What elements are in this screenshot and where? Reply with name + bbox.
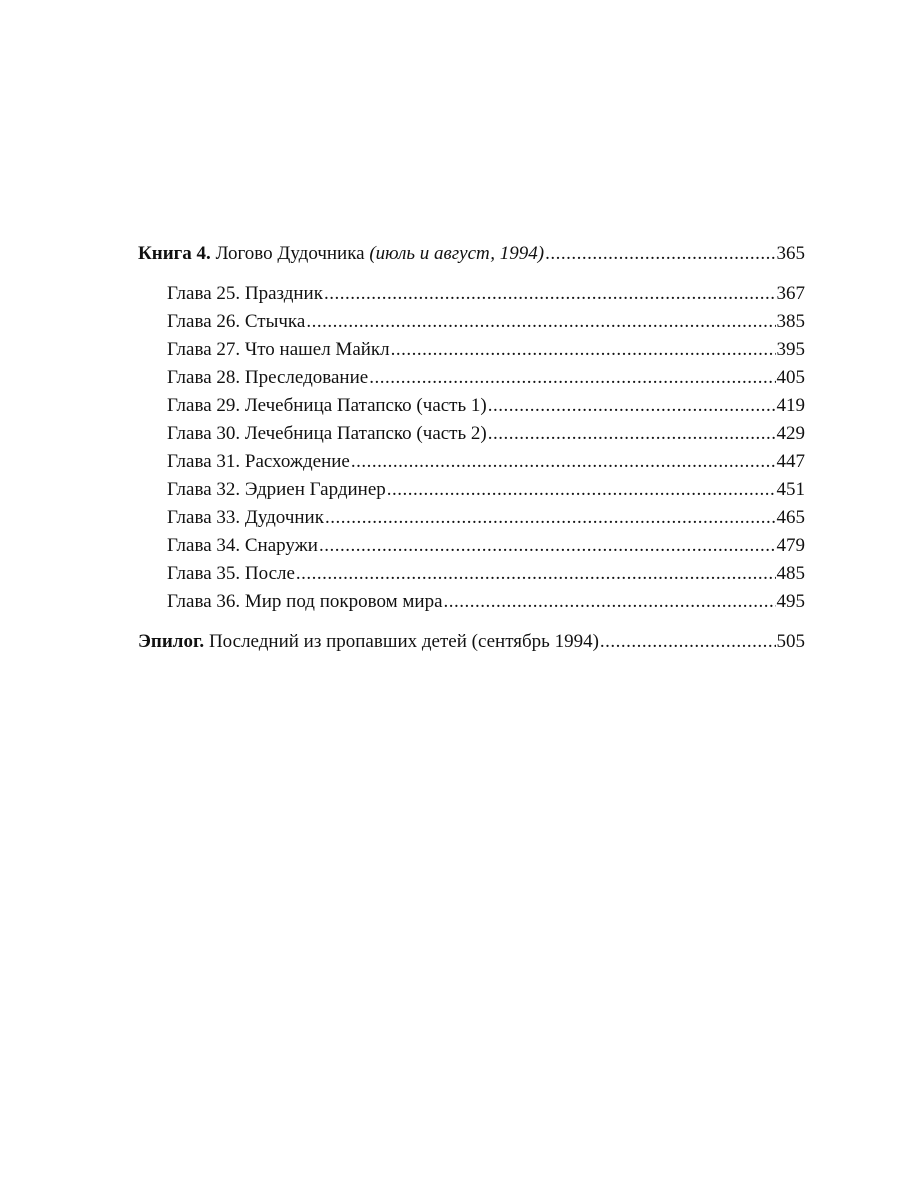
toc-entry-title <box>167 532 318 560</box>
chapter-label: Глава 32. <box>167 479 241 500</box>
dot-leader <box>324 280 776 308</box>
page-number: 419 <box>776 395 805 416</box>
page-number: 451 <box>776 479 805 500</box>
dot-leader <box>600 628 776 656</box>
toc-entry-chapter <box>138 448 805 476</box>
toc-entry-title <box>167 504 324 532</box>
dot-leader <box>391 336 776 364</box>
chapter-title: Лечебница Патапско (часть 1) <box>244 395 487 416</box>
chapter-label: Глава 34. <box>167 535 241 556</box>
chapter-label: Глава 33. <box>167 507 241 528</box>
toc-entry-title <box>167 420 487 448</box>
chapter-title: Преследование <box>244 367 369 388</box>
toc-entry-title <box>167 392 487 420</box>
chapter-title: Праздник <box>244 283 323 304</box>
dot-leader <box>444 588 776 616</box>
chapter-title: Расхождение <box>244 451 350 472</box>
chapter-label: Глава 26. <box>167 311 241 332</box>
book-subtitle: (июль и август, 1994) <box>369 243 545 264</box>
toc-entry-chapter <box>138 336 805 364</box>
toc-entry-chapter <box>138 560 805 588</box>
toc-entry-title <box>167 280 323 308</box>
chapter-title: Эдриен Гардинер <box>244 479 386 500</box>
page-number: 495 <box>776 591 805 612</box>
toc-entry-chapter <box>138 532 805 560</box>
book-label: Книга 4. <box>138 243 211 264</box>
page-number: 365 <box>776 243 805 264</box>
chapter-label: Глава 29. <box>167 395 241 416</box>
toc-entry-chapter <box>138 280 805 308</box>
toc-entry-chapter <box>138 308 805 336</box>
chapter-title: Снаружи <box>244 535 318 556</box>
dot-leader <box>296 560 776 588</box>
chapter-label: Глава 36. <box>167 591 241 612</box>
table-of-contents <box>138 240 805 656</box>
dot-leader <box>369 364 775 392</box>
page-number: 385 <box>776 311 805 332</box>
toc-entry-book <box>138 240 805 268</box>
dot-leader <box>387 476 776 504</box>
chapter-label: Глава 30. <box>167 423 241 444</box>
dot-leader <box>351 448 776 476</box>
toc-entry-epilogue <box>138 628 805 656</box>
chapter-title: Мир под покровом мира <box>244 591 443 612</box>
chapter-title: Что нашел Майкл <box>244 339 390 360</box>
page-number: 367 <box>776 283 805 304</box>
chapter-label: Глава 28. <box>167 367 241 388</box>
dot-leader <box>306 308 775 336</box>
page-number: 395 <box>776 339 805 360</box>
toc-entry-title <box>167 308 305 336</box>
toc-entry-chapter <box>138 420 805 448</box>
chapter-title: Лечебница Патапско (часть 2) <box>244 423 487 444</box>
page-number: 479 <box>776 535 805 556</box>
book-title: Логово Дудочника <box>215 243 365 264</box>
page-number: 485 <box>776 563 805 584</box>
page-number: 505 <box>776 631 805 652</box>
toc-entry-title <box>167 476 386 504</box>
chapter-label: Глава 25. <box>167 283 241 304</box>
chapter-label: Глава 31. <box>167 451 241 472</box>
page-number: 465 <box>776 507 805 528</box>
toc-entry-chapter <box>138 504 805 532</box>
dot-leader <box>488 392 776 420</box>
epilogue-title: Последний из пропавших детей (сентябрь 1994) <box>208 631 599 652</box>
dot-leader <box>545 240 775 268</box>
toc-entry-title <box>167 560 295 588</box>
toc-entry-title <box>167 588 443 616</box>
dot-leader <box>488 420 776 448</box>
toc-entry-title <box>138 628 599 656</box>
toc-entry-title <box>167 364 368 392</box>
epilogue-label: Эпилог. <box>138 631 205 652</box>
chapter-title: После <box>244 563 295 584</box>
chapter-label: Глава 35. <box>167 563 241 584</box>
dot-leader <box>319 532 776 560</box>
chapter-title: Дудочник <box>244 507 324 528</box>
page-number: 405 <box>776 367 805 388</box>
chapter-label: Глава 27. <box>167 339 241 360</box>
toc-entry-chapter <box>138 364 805 392</box>
toc-entry-chapter <box>138 588 805 616</box>
page-number: 447 <box>776 451 805 472</box>
toc-entry-chapter <box>138 392 805 420</box>
toc-entry-title <box>167 448 350 476</box>
page-number: 429 <box>776 423 805 444</box>
toc-entry-title <box>167 336 390 364</box>
toc-entry-chapter <box>138 476 805 504</box>
chapter-title: Стычка <box>244 311 306 332</box>
dot-leader <box>325 504 776 532</box>
toc-entry-title <box>138 240 544 268</box>
